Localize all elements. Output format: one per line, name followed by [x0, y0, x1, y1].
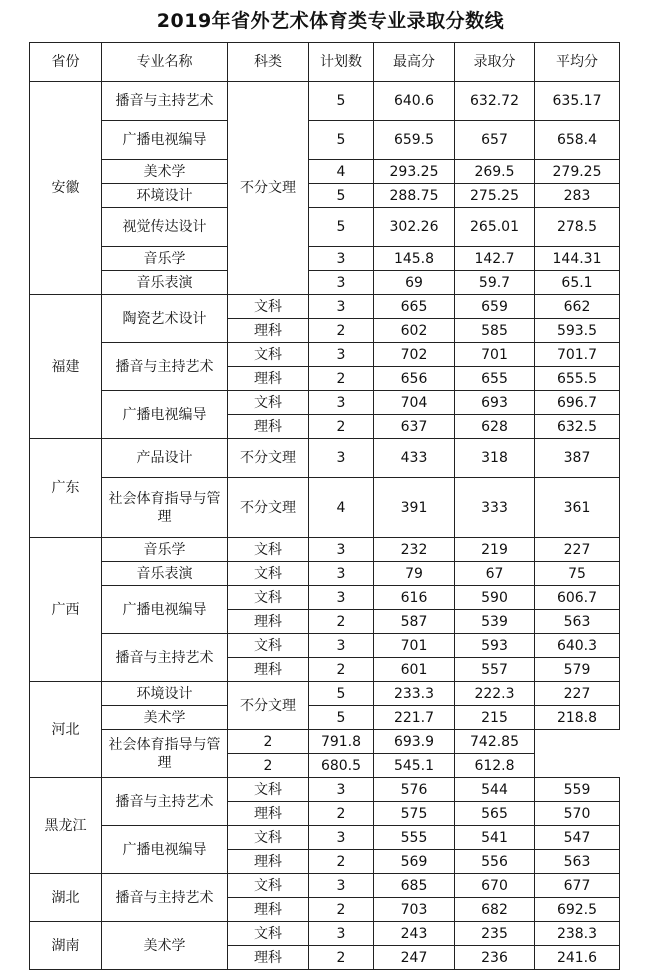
- max-score-cell: 616: [374, 586, 455, 610]
- table-row: [30, 247, 620, 271]
- table-row: [30, 208, 620, 247]
- max-score-cell: 555: [374, 826, 455, 850]
- plan-count-cell: 5: [309, 82, 374, 121]
- plan-count-cell: 2: [309, 850, 374, 874]
- table-row: [30, 922, 620, 946]
- plan-count-cell: 5: [309, 706, 374, 730]
- max-score-cell: 659.5: [374, 121, 455, 160]
- max-score-cell: 391: [374, 478, 455, 538]
- admit-score-cell: 219: [455, 538, 535, 562]
- kelei-cell: 文科: [228, 586, 309, 610]
- max-score-cell: 79: [374, 562, 455, 586]
- major-name-cell: 广播电视编导: [102, 586, 228, 634]
- max-score-cell: 665: [374, 295, 455, 319]
- plan-count-cell: 3: [309, 343, 374, 367]
- plan-count-cell: 3: [309, 295, 374, 319]
- admit-score-cell: 235: [455, 922, 535, 946]
- plan-count-cell: 4: [309, 478, 374, 538]
- admit-score-cell: 590: [455, 586, 535, 610]
- kelei-cell: 文科: [228, 874, 309, 898]
- table-row: [30, 121, 620, 160]
- admit-score-cell: 269.5: [455, 160, 535, 184]
- kelei-cell: 理科: [228, 802, 309, 826]
- plan-count-cell: 3: [309, 826, 374, 850]
- avg-score-cell: 662: [535, 295, 620, 319]
- max-score-cell: 288.75: [374, 184, 455, 208]
- plan-count-cell: 2: [309, 658, 374, 682]
- kelei-cell: 不分文理: [228, 478, 309, 538]
- major-name-cell: 播音与主持艺术: [102, 634, 228, 682]
- avg-score-cell: 387: [535, 439, 620, 478]
- header-max-score: 最高分: [374, 43, 455, 82]
- province-cell: 湖北: [30, 874, 102, 922]
- avg-score-cell: 640.3: [535, 634, 620, 658]
- header-plan: 计划数: [309, 43, 374, 82]
- admit-score-cell: 545.1: [374, 754, 455, 778]
- admit-score-cell: 333: [455, 478, 535, 538]
- plan-count-cell: 2: [309, 415, 374, 439]
- plan-count-cell: 2: [309, 946, 374, 970]
- max-score-cell: 685: [374, 874, 455, 898]
- admit-score-cell: 693.9: [374, 730, 455, 754]
- major-name-cell: 广播电视编导: [102, 826, 228, 874]
- plan-count-cell: 3: [309, 391, 374, 415]
- kelei-cell: 理科: [228, 610, 309, 634]
- table-row: [30, 271, 620, 295]
- admit-score-cell: 632.72: [455, 82, 535, 121]
- major-name-cell: 播音与主持艺术: [102, 343, 228, 391]
- avg-score-cell: 742.85: [455, 730, 535, 754]
- plan-count-cell: 5: [309, 208, 374, 247]
- max-score-cell: 247: [374, 946, 455, 970]
- max-score-cell: 293.25: [374, 160, 455, 184]
- max-score-cell: 221.7: [374, 706, 455, 730]
- major-name-cell: 广播电视编导: [102, 391, 228, 439]
- table-row: [30, 730, 620, 754]
- avg-score-cell: 283: [535, 184, 620, 208]
- kelei-cell: 文科: [228, 562, 309, 586]
- admit-score-cell: 541: [455, 826, 535, 850]
- table-row: [30, 82, 620, 121]
- admit-score-cell: 670: [455, 874, 535, 898]
- admit-score-cell: 275.25: [455, 184, 535, 208]
- kelei-cell: 理科: [228, 415, 309, 439]
- admit-score-cell: 544: [455, 778, 535, 802]
- kelei-cell: 不分文理: [228, 439, 309, 478]
- avg-score-cell: 559: [535, 778, 620, 802]
- table-row: [30, 295, 620, 319]
- avg-score-cell: 701.7: [535, 343, 620, 367]
- plan-count-cell: 3: [309, 247, 374, 271]
- kelei-cell: 文科: [228, 778, 309, 802]
- admit-score-cell: 222.3: [455, 682, 535, 706]
- max-score-cell: 703: [374, 898, 455, 922]
- avg-score-cell: 218.8: [535, 706, 620, 730]
- max-score-cell: 637: [374, 415, 455, 439]
- avg-score-cell: 144.31: [535, 247, 620, 271]
- max-score-cell: 656: [374, 367, 455, 391]
- province-cell: 河北: [30, 682, 102, 778]
- plan-count-cell: 3: [309, 874, 374, 898]
- avg-score-cell: 227: [535, 682, 620, 706]
- major-name-cell: 音乐表演: [102, 271, 228, 295]
- kelei-cell: 理科: [228, 367, 309, 391]
- table-row: [30, 478, 620, 538]
- major-name-cell: 陶瓷艺术设计: [102, 295, 228, 343]
- kelei-cell: 文科: [228, 922, 309, 946]
- kelei-cell: 不分文理: [228, 682, 309, 730]
- table-row: [30, 343, 620, 367]
- admit-score-cell: 318: [455, 439, 535, 478]
- avg-score-cell: 279.25: [535, 160, 620, 184]
- max-score-cell: 575: [374, 802, 455, 826]
- max-score-cell: 145.8: [374, 247, 455, 271]
- plan-count-cell: 5: [309, 121, 374, 160]
- major-name-cell: 播音与主持艺术: [102, 778, 228, 826]
- plan-count-cell: 3: [309, 562, 374, 586]
- header-major: 专业名称: [102, 43, 228, 82]
- plan-count-cell: 3: [309, 634, 374, 658]
- major-name-cell: 环境设计: [102, 184, 228, 208]
- avg-score-cell: 563: [535, 610, 620, 634]
- province-cell: 福建: [30, 295, 102, 439]
- admit-score-cell: 67: [455, 562, 535, 586]
- avg-score-cell: 570: [535, 802, 620, 826]
- plan-count-cell: 3: [309, 439, 374, 478]
- table-row: [30, 634, 620, 658]
- plan-count-cell: 2: [309, 802, 374, 826]
- header-province: 省份: [30, 43, 102, 82]
- admit-score-cell: 142.7: [455, 247, 535, 271]
- max-score-cell: 69: [374, 271, 455, 295]
- major-name-cell: 社会体育指导与管理: [102, 730, 228, 778]
- avg-score-cell: 563: [535, 850, 620, 874]
- avg-score-cell: 658.4: [535, 121, 620, 160]
- major-name-cell: 产品设计: [102, 439, 228, 478]
- major-name-cell: 播音与主持艺术: [102, 874, 228, 922]
- admit-score-cell: 565: [455, 802, 535, 826]
- plan-count-cell: 2: [309, 319, 374, 343]
- kelei-cell: 文科: [228, 538, 309, 562]
- admit-score-cell: 682: [455, 898, 535, 922]
- admit-score-cell: 557: [455, 658, 535, 682]
- avg-score-cell: 655.5: [535, 367, 620, 391]
- plan-count-cell: 3: [309, 922, 374, 946]
- admit-score-cell: 628: [455, 415, 535, 439]
- table-row: [30, 778, 620, 802]
- province-cell: 黑龙江: [30, 778, 102, 874]
- major-name-cell: 音乐学: [102, 247, 228, 271]
- table-row: [30, 439, 620, 478]
- major-name-cell: 视觉传达设计: [102, 208, 228, 247]
- plan-count-cell: 2: [228, 754, 309, 778]
- max-score-cell: 704: [374, 391, 455, 415]
- major-name-cell: 美术学: [102, 160, 228, 184]
- admit-score-cell: 701: [455, 343, 535, 367]
- admit-score-cell: 657: [455, 121, 535, 160]
- avg-score-cell: 547: [535, 826, 620, 850]
- max-score-cell: 602: [374, 319, 455, 343]
- plan-count-cell: 2: [309, 898, 374, 922]
- major-name-cell: 美术学: [102, 922, 228, 970]
- major-name-cell: 广播电视编导: [102, 121, 228, 160]
- header-kelei: 科类: [228, 43, 309, 82]
- kelei-cell: 理科: [228, 946, 309, 970]
- max-score-cell: 232: [374, 538, 455, 562]
- max-score-cell: 791.8: [309, 730, 374, 754]
- table-row: [30, 826, 620, 850]
- admit-score-cell: 59.7: [455, 271, 535, 295]
- plan-count-cell: 3: [309, 778, 374, 802]
- page-title: 2019年省外艺术体育类专业录取分数线: [156, 10, 505, 32]
- province-cell: 广东: [30, 439, 102, 538]
- kelei-cell: 文科: [228, 343, 309, 367]
- province-cell: 安徽: [30, 82, 102, 295]
- table-body: [30, 82, 620, 970]
- max-score-cell: 302.26: [374, 208, 455, 247]
- avg-score-cell: 65.1: [535, 271, 620, 295]
- kelei-cell: 文科: [228, 826, 309, 850]
- max-score-cell: 701: [374, 634, 455, 658]
- table-row: [30, 586, 620, 610]
- avg-score-cell: 361: [535, 478, 620, 538]
- max-score-cell: 680.5: [309, 754, 374, 778]
- max-score-cell: 243: [374, 922, 455, 946]
- major-name-cell: 音乐学: [102, 538, 228, 562]
- kelei-cell: 文科: [228, 391, 309, 415]
- admit-score-cell: 655: [455, 367, 535, 391]
- admit-score-cell: 539: [455, 610, 535, 634]
- table-row: [30, 682, 620, 706]
- avg-score-cell: 278.5: [535, 208, 620, 247]
- plan-count-cell: 2: [309, 610, 374, 634]
- major-name-cell: 环境设计: [102, 682, 228, 706]
- max-score-cell: 576: [374, 778, 455, 802]
- province-cell: 湖南: [30, 922, 102, 970]
- admit-score-cell: 556: [455, 850, 535, 874]
- major-name-cell: 播音与主持艺术: [102, 82, 228, 121]
- kelei-cell: 理科: [228, 658, 309, 682]
- avg-score-cell: 635.17: [535, 82, 620, 121]
- kelei-cell: 文科: [228, 295, 309, 319]
- kelei-cell: 理科: [228, 319, 309, 343]
- admit-score-cell: 585: [455, 319, 535, 343]
- avg-score-cell: 238.3: [535, 922, 620, 946]
- plan-count-cell: 5: [309, 682, 374, 706]
- max-score-cell: 640.6: [374, 82, 455, 121]
- avg-score-cell: 579: [535, 658, 620, 682]
- max-score-cell: 433: [374, 439, 455, 478]
- avg-score-cell: 606.7: [535, 586, 620, 610]
- plan-count-cell: 3: [309, 538, 374, 562]
- table-row: [30, 874, 620, 898]
- avg-score-cell: 241.6: [535, 946, 620, 970]
- table-row: [30, 184, 620, 208]
- plan-count-cell: 2: [309, 367, 374, 391]
- avg-score-cell: 677: [535, 874, 620, 898]
- admit-score-cell: 659: [455, 295, 535, 319]
- plan-count-cell: 5: [309, 184, 374, 208]
- max-score-cell: 587: [374, 610, 455, 634]
- major-name-cell: 音乐表演: [102, 562, 228, 586]
- kelei-cell: 不分文理: [228, 82, 309, 295]
- admit-score-cell: 236: [455, 946, 535, 970]
- max-score-cell: 233.3: [374, 682, 455, 706]
- header-admit-score: 录取分: [455, 43, 535, 82]
- kelei-cell: 理科: [228, 898, 309, 922]
- admit-score-cell: 265.01: [455, 208, 535, 247]
- plan-count-cell: 2: [228, 730, 309, 754]
- admission-score-table: [29, 42, 620, 970]
- avg-score-cell: 696.7: [535, 391, 620, 415]
- major-name-cell: 社会体育指导与管理: [102, 478, 228, 538]
- max-score-cell: 569: [374, 850, 455, 874]
- plan-count-cell: 4: [309, 160, 374, 184]
- max-score-cell: 601: [374, 658, 455, 682]
- avg-score-cell: 692.5: [535, 898, 620, 922]
- kelei-cell: 理科: [228, 850, 309, 874]
- table-row: [30, 160, 620, 184]
- admit-score-cell: 693: [455, 391, 535, 415]
- table-row: [30, 538, 620, 562]
- avg-score-cell: 75: [535, 562, 620, 586]
- table-header-row: [30, 43, 620, 82]
- plan-count-cell: 3: [309, 586, 374, 610]
- table-row: [30, 562, 620, 586]
- table-row: [30, 706, 620, 730]
- header-avg-score: 平均分: [535, 43, 620, 82]
- plan-count-cell: 3: [309, 271, 374, 295]
- major-name-cell: 美术学: [102, 706, 228, 730]
- avg-score-cell: 612.8: [455, 754, 535, 778]
- table-row: [30, 391, 620, 415]
- admit-score-cell: 215: [455, 706, 535, 730]
- kelei-cell: 文科: [228, 634, 309, 658]
- province-cell: 广西: [30, 538, 102, 682]
- avg-score-cell: 593.5: [535, 319, 620, 343]
- avg-score-cell: 227: [535, 538, 620, 562]
- admit-score-cell: 593: [455, 634, 535, 658]
- max-score-cell: 702: [374, 343, 455, 367]
- avg-score-cell: 632.5: [535, 415, 620, 439]
